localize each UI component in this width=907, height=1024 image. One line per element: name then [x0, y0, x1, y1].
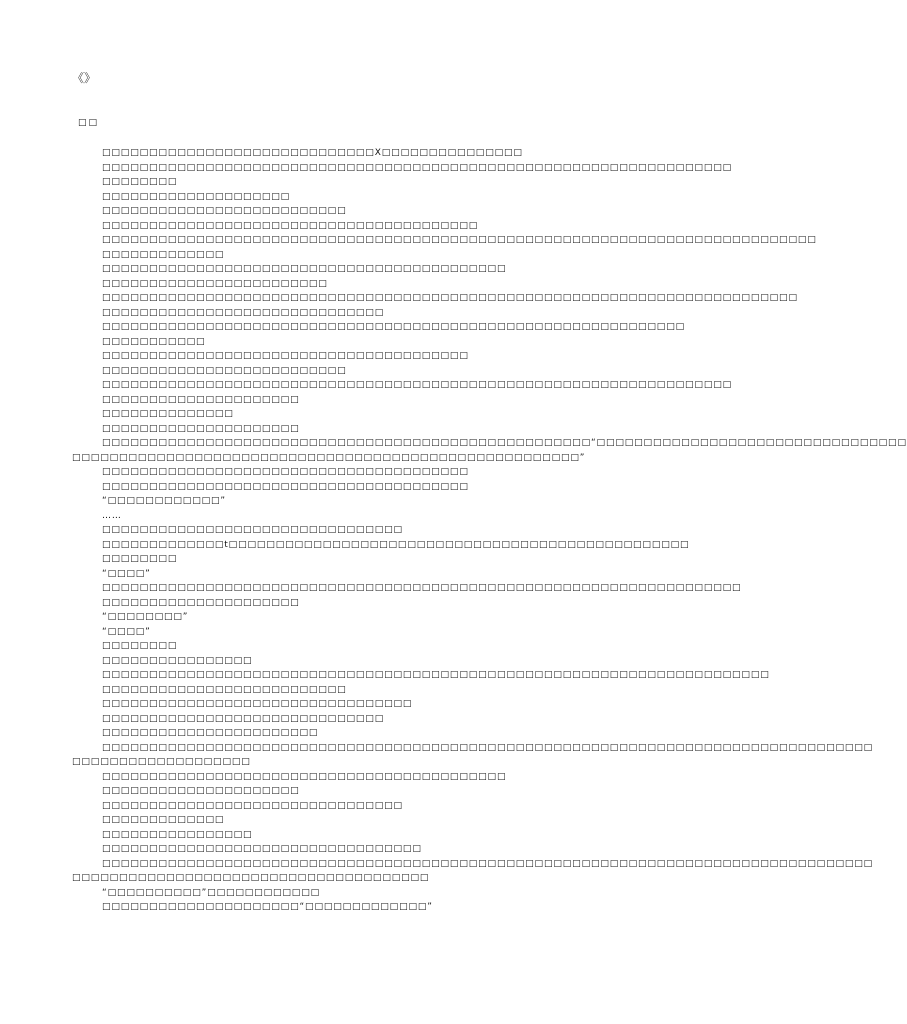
text-line: □□□□□□□□□□□□□□□□□□□□□□□□□□□□□□□□□□□□□□□□□□□□□□□□□□□□□□□□□□□□□□□□□□□□□□□□□□□□□□□□□□ [102, 858, 874, 869]
text-line: □□□□□□□□□□□□□□□□□□□□□□□□□□□□□□□□□□□□□□□ [102, 351, 469, 361]
text-line: □□□□□□□□□□□□□□□□□□□□□□□□□□□□□□□□ [102, 525, 403, 535]
text-line: □□□□□□□□□□□□□□□□□□□□□□□□□□□□□□ [102, 307, 385, 318]
text-line: □□□□□□□□□□□□□□□□□□□□□ [102, 597, 300, 608]
text-line: □□□□□□□□□□□□□□□□□□□□□□□□□□□□□□ [102, 713, 385, 724]
text-line: “□□□□” [102, 568, 151, 579]
text-line: □□□□□□□□□□□□□□□□□□□□□□□□□□□□□□□□□□□□□□□□□□□ [102, 264, 507, 274]
text-line: □□□□□□□□ [102, 177, 178, 187]
text-line: …… [102, 510, 122, 521]
text-line: □□□□□□□□□□□□□□□□□□□□□ [102, 786, 300, 796]
text-line: “□□□□□□□□” [102, 612, 189, 622]
text-line: □□□□□□□□□□□□□□□□□□□□□ [102, 394, 300, 405]
text-line: □□□□□□□□□□□□□□□□□□□□□□□□ [102, 278, 328, 289]
text-line: □□□□□□□□□□□□□□□□□□□ [72, 757, 251, 767]
text-line: □□□□□□□□□□□□□□□□□□□□□□□□□□□□□X□□□□□□□□□□□□□□□ [102, 148, 523, 158]
text-line: □□□□□□□□□□□□□t□□□□□□□□□□□□□□□□□□□□□□□□□□□□□□□□□□□□□□□□□□□□□□□□□ [102, 539, 690, 550]
text-line: □□□□□□□□□□□□□ [102, 815, 225, 825]
text-line: □□□□□□□□□□□□□□□□□□□□□□□□□□□□□□□□□□□□□□□□□□□□□□□□□□□□□□□□□□□□□□□□□□□□□□□□□□□□ [102, 235, 817, 245]
text-line: □□□□□□□□□□□□□□□□□□□□□□□□□□□□□□□□□ [102, 699, 413, 709]
text-line: “□□□□□□□□□□□□” [102, 496, 226, 506]
text-line: □□□□□□□□□□□□□□□□□□□□□□□□□□□□□□□□□□□□□□□□□□□□□□□□□□□□□□□□□□□□□□□□□□□□□□□ [102, 670, 770, 680]
text-line: □□□□□□□□□□□□□□□□□□□□□ [102, 423, 300, 434]
text-line: □□□□□□□□□□□□□□□□□□□□□□□□□□□□□□□□□□□□□□□□□□□□□□□□□□□□□□□□□□□□□□ [102, 322, 686, 332]
text-line: □□□□□□□□□□□□□□□□□□□□□□□□□□ [102, 206, 347, 216]
text-line: □□□□□□□□ [102, 641, 178, 651]
text-line: □□□□□□□□□□□□□□□□□□□□□□□□□□□□□□□□□□□□□□□□□□□□□□□□□□□□□□□□□□□□□□□□□□□□□□□□□□□□□□□□□□ [102, 742, 874, 753]
text-line: □□□□□□□□□□□□□□□□□□□□□□□□□□□□□□□□□□□□□□□ [102, 481, 469, 492]
book-title: 《》 [72, 71, 97, 85]
text-line: □□□□□□□□ [102, 554, 178, 564]
text-line: □□□□□□□□□□□□□□□□□□□□□□□□□□□□□□□□□□□□□□□□ [102, 220, 479, 231]
text-line: □□□□□□□□□□□□□□□□□□□□□□□□□□□□□□□□□□ [102, 844, 422, 854]
text-line: □□□□□□□□□□□□□□□□□□□□□□□□□□ [102, 684, 347, 695]
text-line: “□□□□□□□□□□”□□□□□□□□□□□□ [102, 887, 321, 898]
text-line: □□□□□□□□□□□□□□□□□□□□□□□□□□□□□□□□□□□□□□□□□□□□□□□□□□□□□□□□□□□□□□□□□□□□ [102, 583, 742, 593]
text-line: □□□□□□□□□□□□□□□□□□□□□□□□□□□□□□□□□□□□□□□□□□□□□□□□□□□□□□□□□□□□□□□□□□□ [102, 380, 733, 390]
text-line: □□□□□□□□□□□□□□□□□□□□□□□□□□□□□□□□□□□□□□□□□□□□□□□□□□□□“□□□□□□□□□□□□□□□□□□□□□□□□□□□□□□□□□ [102, 438, 907, 448]
text-line: □□□□□□□□□□□□□□□□□□□□□□□□□□□□□□□□□□□□□□□ [102, 467, 469, 477]
chapter-title: □□ [78, 118, 100, 128]
text-line: □□□□□□□□□□□□□□□□□□□□□□□□□□□□□□□□□□□□□□□□□□□ [102, 771, 507, 782]
body-text [72, 146, 907, 915]
text-line: □□□□□□□□□□□□□□□□□□□□□□□□□□ [102, 365, 347, 376]
text-line: □□□□□□□□□□□□□□□□□□□□□□□□□□□□□□□□□□□□□□ [72, 873, 430, 883]
text-line: □□□□□□□□□□□□□□□□ [102, 829, 253, 840]
text-line: □□□□□□□□□□□□□□□□□□□□□□□ [102, 728, 319, 738]
text-line: “□□□□” [102, 626, 151, 637]
text-line: □□□□□□□□□□□□□□□□□□□□□“□□□□□□□□□□□□□” [102, 902, 433, 912]
text-line: □□□□□□□□□□□□□□□□□□□□□□□□□□□□□□□□□□□□□□□□□□□□□□□□□□□□□□□□□□□□□□□□□□□□□□□□□□ [102, 293, 798, 303]
text-line: □□□□□□□□□□□ [102, 336, 206, 347]
text-line: □□□□□□□□□□□□□□□□ [102, 655, 253, 666]
text-line: □□□□□□□□□□□□□□□□□□□□ [102, 191, 291, 202]
text-line: □□□□□□□□□□□□□□□□□□□□□□□□□□□□□□□□□□□□□□□□□□□□□□□□□□□□□□□□□□□□□□□□□□□ [102, 162, 733, 173]
text-line: □□□□□□□□□□□□□□□□□□□□□□□□□□□□□□□□ [102, 800, 403, 811]
text-line: □□□□□□□□□□□□□ [102, 249, 225, 260]
text-line: □□□□□□□□□□□□□□ [102, 409, 234, 419]
text-line: □□□□□□□□□□□□□□□□□□□□□□□□□□□□□□□□□□□□□□□□□□□□□□□□□□□□□□” [72, 452, 586, 463]
